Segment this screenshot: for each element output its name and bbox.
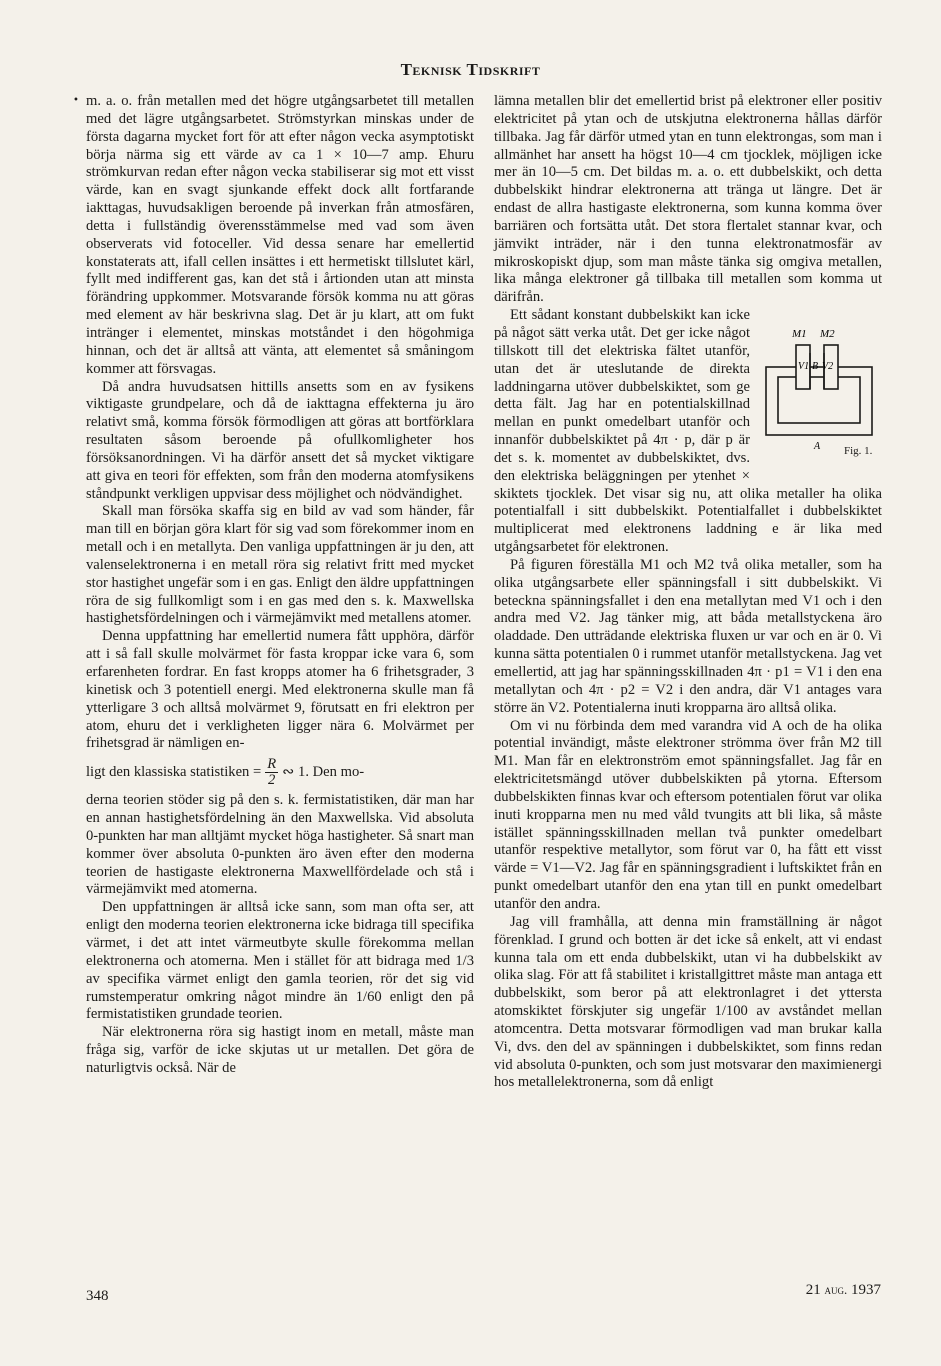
paragraph: Jag vill framhålla, att denna min framställning är något förenklad. I grund och botten är det icke så enkelt, att vi endast kunna tala om ett enda dubbelskikt, utan vi ha dubbelskikt av olika slag. För att få stabilitet i kristallgittret måste man antaga ett dubbelskikt, som beror på att elektronlagret i det yttersta atomskiktet förskjuter sig ungefär 1/100 av avståndet mellan atomcentra. Detta motsvarar förmodligen vad man brukar kalla Vi, dvs. den del av spänningen i dubbelskiktet, som finns redan vid absoluta 0-punkten, och som just motsvarar den maximienergi hos metallelektronerna, som då enligt	[494, 913, 882, 1091]
label-m1: M1	[792, 328, 807, 341]
figure-1	[756, 307, 882, 482]
journal-title: Teknisk Tidskrift	[400, 60, 541, 79]
formula-line	[86, 757, 474, 788]
left-column	[86, 93, 474, 1078]
paragraph: Då andra huvudsatsen hittills ansetts som en av fysikens viktigaste grundpelare, och då de iakttagna effekterna ju äro relativt små, komma försök förmodligen att göras att bortförklara resultaten såsom beroende på ofullkomligheter hos försöksanordningen. Vi ha därför ansett det så mycket viktigare att giva en teori för effekten, som från den moderna atomfysikens ståndpunkt verkligen uppvisar dess möjlighet och nödvändighet.	[86, 378, 474, 502]
date-month: aug.	[824, 1282, 848, 1297]
formula-pre: ligt den klassiska statistiken =	[86, 763, 262, 780]
fraction-numerator: R	[267, 756, 277, 773]
issue-date	[806, 1282, 881, 1299]
paragraph: m. a. o. från metallen med det högre utgångsarbetet till metallen med det lägre utgångsarbetet. Strömstyrkan minskas under de första dagarna mycket fort för att efter någon vecka asymptotiskt börja närma sig ett värde av ca 1 × 10—7 amp. Ehuru strömkurvan redan efter någon vecka stabiliserar sig mot ett visst värde, kan en svagt sjunkande effekt dock allt fortfarande iakttagas, huvudsakligen beroende på inverkan från atmosfären, detta i fullständig överensstämmelse med vad som även observerats vid fotoceller. Vid dessa senare har emellertid konstaterats att, ifall cellen insättes i ett hermetiskt tillslutet kärl, fyllt med indifferent gas, kan det stå i årtionden utan att minsta förändring uppkommer. Motsvarande försök komma nu att göras med element av här beskrivna slag. Det är ju klart, att om fukt intränger i elementet, minskas motståndet i den högohmiga hinnan, och det är alltså att vänta, att elementet så småningom kommer att försvagas.	[86, 93, 474, 377]
paragraph: Ett sådant konstant dubbelskikt kan icke på något sätt verka utåt. Det ger icke något tillskott till det elektriska fältet utanför, utan det är uteslutande de direkta laddningarna utöver dubbelskiktet, som ge detta fält. Jag har en potentialskillnad mellan en punkt omedelbart utanför och innanför dubbelskiktet på 4π · p, där p är det s. k. momentet av dubbelskiktet, dvs. den elektriska beläggningen per ytenhet × skiktets tjocklek. Det visar sig nu, att olika metaller ha olika potentialfall i sitt dubbelskikt. Potentialfallet i dubbelskiktet multiplicerat med elektronens laddning e är lika med utgångsarbetet för elektronen.	[494, 307, 882, 556]
label-m2: M2	[820, 328, 835, 341]
paragraph: Skall man försöka skaffa sig en bild av vad som händer, får man till en början göra klart för sig vad som förekommer inom en metall och i en metallyta. Den vanliga uppfattningen är ju den, att valenselektronerna i en metall röra sig relativt fritt med mycket stor hastighet ungefär som i en gas. Enligt den äldre uppfattningen röra de sig fullkomligt som i en gas med den s. k. Maxwellska hastighetsfördelningen och i värmejämvikt med metallens atomer.	[86, 503, 474, 627]
date-year: 1937	[851, 1282, 881, 1298]
label-v2: V2	[822, 361, 834, 373]
page-number: 348	[86, 1288, 109, 1304]
fraction	[265, 757, 278, 788]
paragraph: Denna uppfattning har emellertid numera fått upphöra, därför att i så fall skulle molvärmet för fasta kroppar icke vara 6, som erfarenheten fordrar. En fast kropps atomer ha 6 frihetsgrader, 3 kinetisk och 3 potentiell energi. Med elektronerna skulle man få ytterligare 3 och alltså molvärmet 9, förutsatt en fri elektron per atom, ehuru det i verkligheten ligger nära 6. Molvärmet per frihetsgrad är nämligen en-	[86, 628, 474, 752]
margin-mark: •	[73, 95, 79, 106]
paragraph: derna teorien stöder sig på den s. k. fermistatistiken, där man har en annan hastighetsfördelning än den Maxwellska. Vid absoluta 0-punkten har man alltjämt mycket höga hastigheter. Så snart man kommer över absoluta 0-punkten äro även efter den moderna teorien de hastigaste elektronerna Maxwellfördelade och stå i värmejämvikt med atomerna.	[86, 792, 474, 898]
date-day: 21	[805, 1282, 821, 1298]
label-a: A	[814, 441, 821, 453]
paragraph: Den uppfattningen är alltså icke sann, som man ofta ser, att enligt den moderna teorien elektronerna icke bidraga till specifika värmet, i det att intet värmeutbyte skulle förekomma mellan elektronerna och atomerna. Men i stället för att bidraga med 1/3 av specifika värmet enligt den gamla teorien, rör det sig vid rumstemperatur omkring något mindre än 1/60 enligt den på fermistatistiken grundade teorien.	[86, 899, 474, 1023]
paragraph: På figuren föreställa M1 och M2 två olika metaller, som ha olika utgångsarbete eller spänningsfall i sitt dubbelskikt. Vi beteckna spänningsfallet i den ena metallytan med V1 och i den andra med V2. Jag tänker mig, att båda metallstyckena äro oladdade. Den utträdande elektriska fluxen ur var och en är 0. Vi kunna sätta potentialen 0 i rummet utanför metallstyckena. Jag vet emellertid, att jag har spänningsskillnaden 4π · p1 = V1 i den ena metallytan och 4π · p2 = V2 i den andra, där V1 antages vara större än V2. Potentialerna inuti kropparna äro alltså olika.	[494, 556, 882, 716]
paragraph: När elektronerna röra sig hastigt inom en metall, måste man fråga sig, varför de icke skjutas ut ur metallen. Det göra de naturligtvis också. När de	[86, 1024, 474, 1076]
fraction-denominator: 2	[268, 772, 276, 789]
paragraph: lämna metallen blir det emellertid brist på elektroner eller positiv elektricitet på ytan och de utskjutna elektronerna hållas därför tillbaka. Jag får därför utmed ytan en tunn elektrongas, som man i allmänhet har ansett ha högst 10—4 cm tjocklek, möjligen icke mer än 10—5 cm. Det bildas m. a. o. ett dubbelskikt, och detta dubbelskikt hindrar elektronerna att tränga ut längre. Det är endast de allra hastigaste elektronerna, som kunna komma över barriären och fortsätta utåt. Det stora flertalet stannar kvar, och jämvikt inträder, när i den tunna elektronatmosfär av mikroskopiskt djup, som man måste tänka sig omgiva metallen, lika många elektroner gå tillbaka till metallen som komma ut därifrån.	[494, 93, 882, 306]
formula-post: ∾ 1. Den mo-	[282, 763, 365, 780]
label-v1: V1	[798, 361, 810, 373]
paragraph: Om vi nu förbinda dem med varandra vid A och de ha olika potential invändigt, måste elektroner strömma över från M2 till M1. Man får en elektronström emot spänningsfallet. Jag får en elektricitetsmängd utöver dubbelskikten på ytorna. Eftersom dubbelskikten finnas kvar och eftersom potentialen förut var olika inuti kropparna men nu med våld tvungits att bli lika, så måste istället spänningsskillnaden mellan två punkter omedelbart utanför respektive metallytor, som förut var 0, ha fått ett visst värde = V1—V2. Jag får en spänningsgradient i luftskiktet från en punkt omedelbart utanför den ena ytan till en punkt omedelbart utanför den andra.	[494, 717, 882, 912]
inner-frame	[778, 377, 860, 423]
label-b: B	[812, 361, 819, 373]
figure-caption: Fig. 1.	[844, 445, 873, 458]
right-column	[494, 93, 882, 1092]
